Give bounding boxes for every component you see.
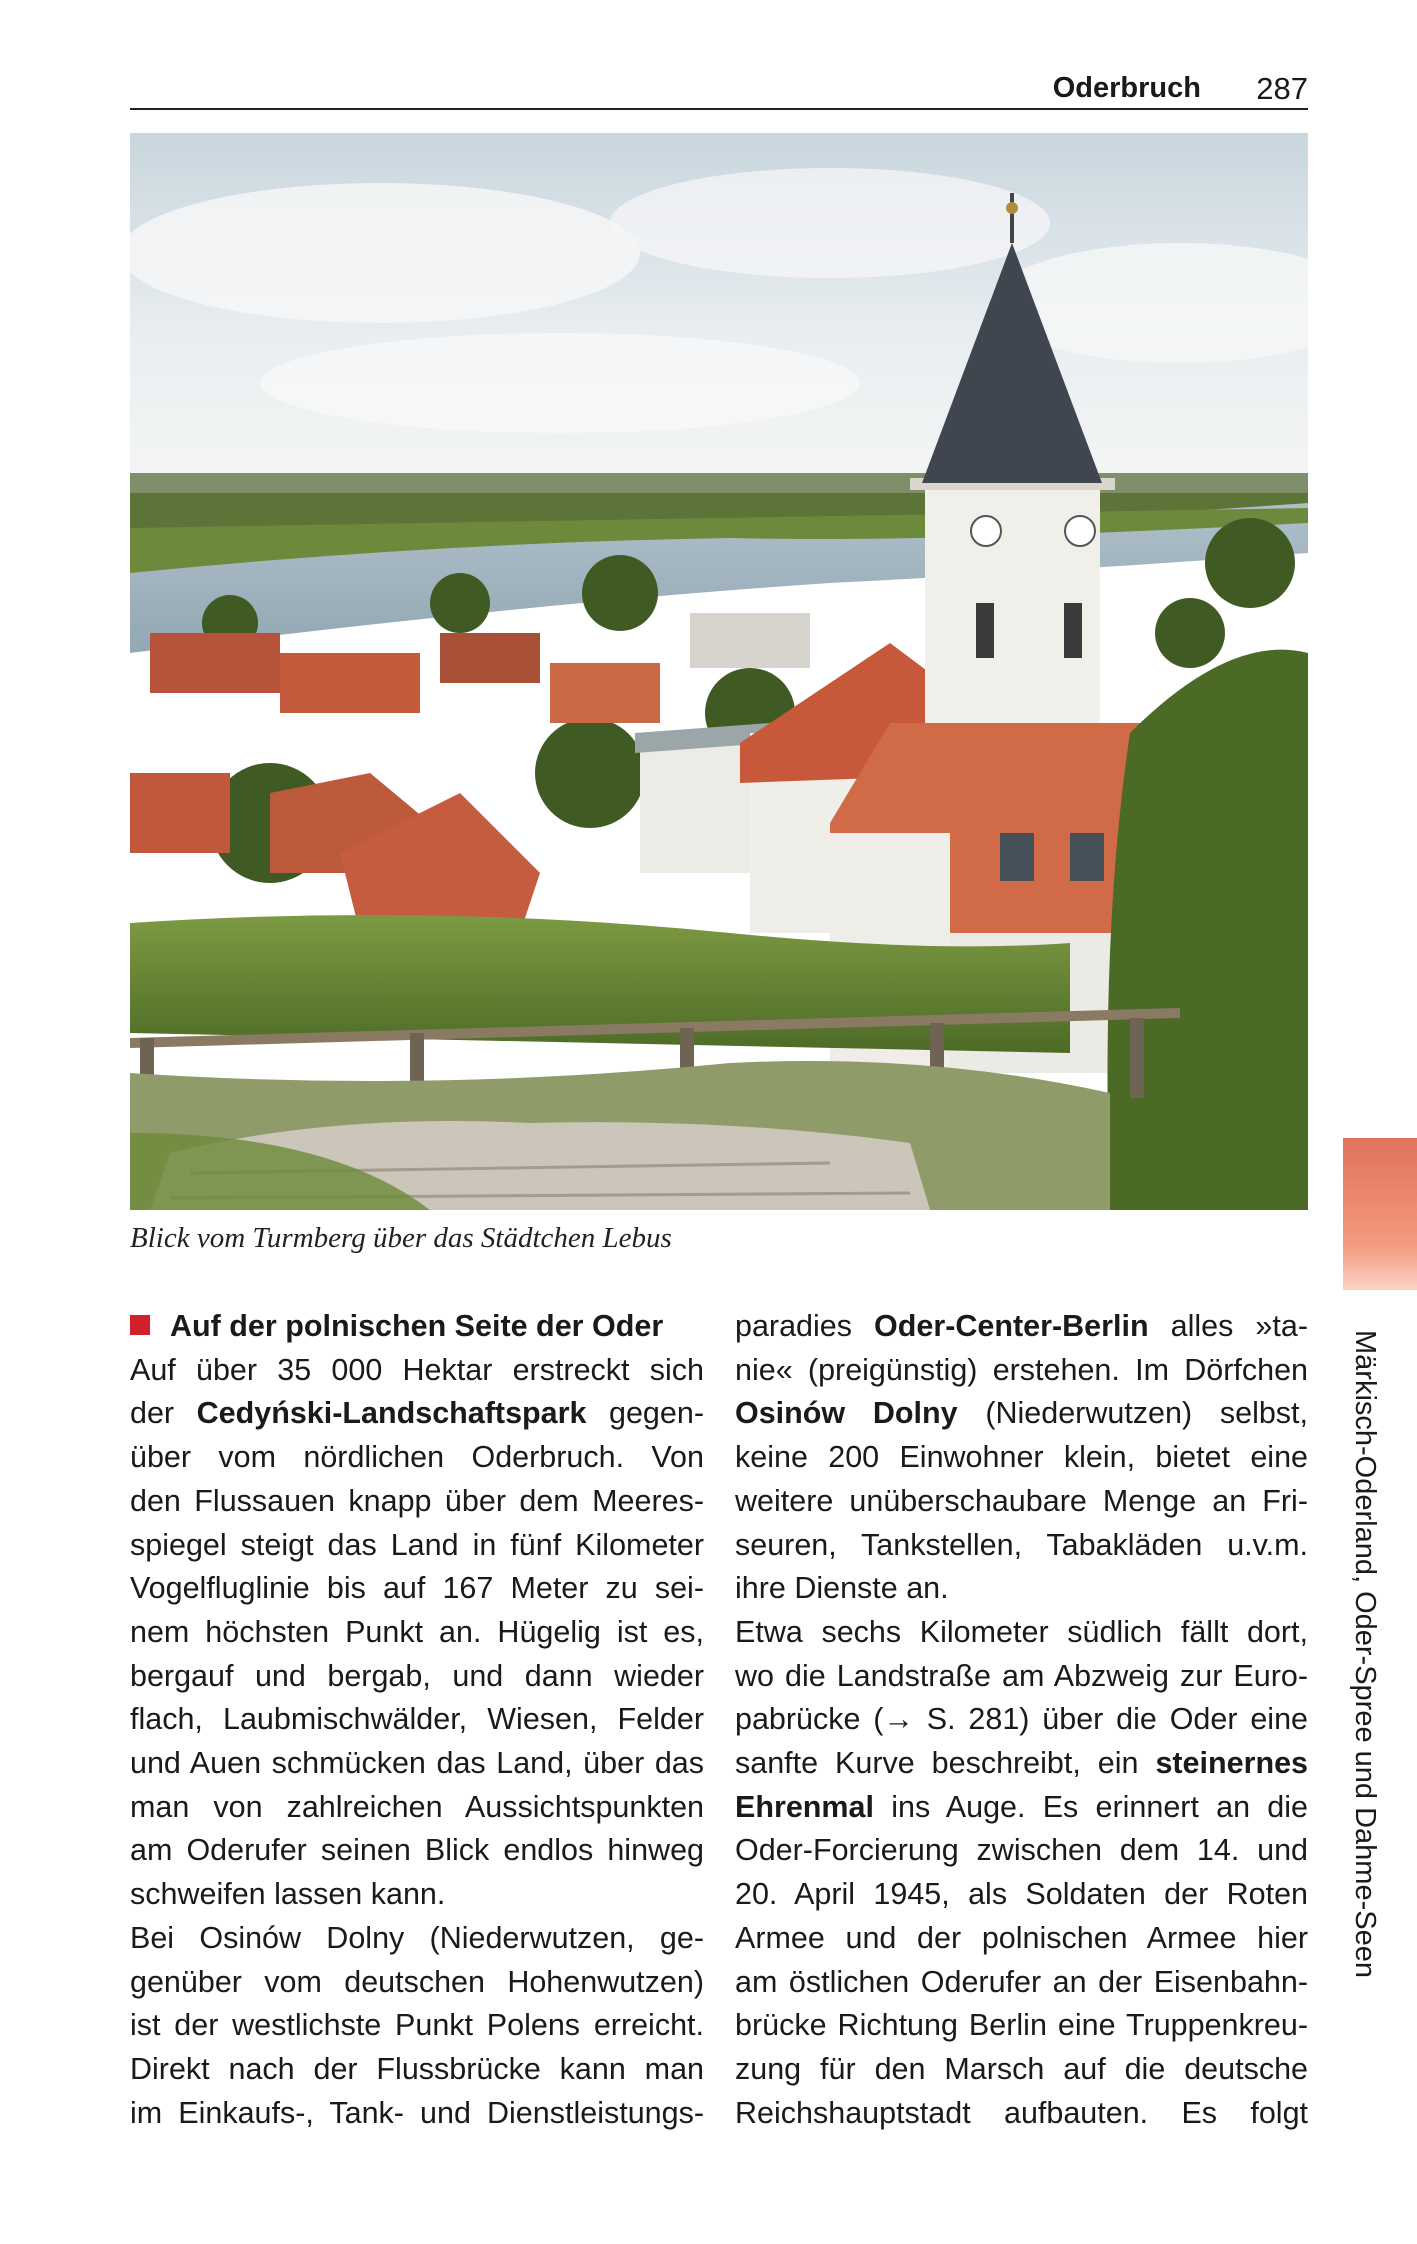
text-line: am Oderufer seinen Blick endlos hinweg bbox=[130, 1833, 704, 1868]
figure-caption: Blick vom Turmberg über das Städtchen Lebus bbox=[130, 1222, 672, 1254]
text-line: genüber vom deutschen Hohenwutzen) bbox=[130, 1964, 704, 1999]
text-line: pabrücke (→ S. 281) über die Oder eine bbox=[735, 1702, 1308, 1737]
text-line: nie« (preigünstig) erstehen. Im Dörfchen bbox=[735, 1352, 1308, 1387]
place-name: Cedyński-Landschaftspark bbox=[196, 1396, 587, 1431]
text-line: nem höchsten Punkt an. Hügelig ist es, bbox=[130, 1614, 704, 1649]
text-line: den Flussauen knapp über dem Meeres- bbox=[130, 1483, 704, 1518]
text-line: seuren, Tankstellen, Tabakläden u.v.m. bbox=[735, 1527, 1308, 1562]
text-line: und Auen schmücken das Land, über das bbox=[130, 1746, 704, 1781]
text-line: am östlichen Oderufer an der Eisenbahn- bbox=[735, 1964, 1308, 1999]
page-number: 287 bbox=[1256, 71, 1308, 106]
text-line: man von zahlreichen Aussichtspunkten bbox=[130, 1789, 704, 1824]
text-line: bergauf und bergab, und dann wieder bbox=[130, 1658, 704, 1693]
text-line: ihre Dienste an. bbox=[735, 1571, 949, 1606]
photo-lebus-church bbox=[130, 133, 1308, 1210]
left-column bbox=[130, 1305, 704, 2135]
section-title: Oderbruch bbox=[1052, 72, 1201, 104]
text-line: weitere unüberschaubare Menge an Fri- bbox=[735, 1483, 1308, 1518]
text-line: Auf über 35 000 Hektar erstreckt sich bbox=[130, 1352, 704, 1387]
text-line: Osinów Dolny (Niederwutzen) selbst, bbox=[735, 1396, 1308, 1431]
text-line: 20. April 1945, als Soldaten der Roten bbox=[735, 1877, 1308, 1912]
text-line: Vogelfluglinie bis auf 167 Meter zu sei- bbox=[130, 1571, 704, 1606]
text-line: brücke Richtung Berlin eine Truppenkreu- bbox=[735, 2008, 1308, 2043]
place-name: Oder-Center-Berlin bbox=[874, 1309, 1149, 1343]
text-line: wo die Landstraße am Abzweig zur Euro- bbox=[735, 1658, 1308, 1693]
text-line: Ehrenmal ins Auge. Es erinnert an die bbox=[735, 1789, 1308, 1824]
text-line: Direkt nach der Flussbrücke kann man bbox=[130, 2051, 704, 2086]
text-line: flach, Laubmischwälder, Wiesen, Felder bbox=[130, 1702, 704, 1737]
text-line: zung für den Marsch auf die deutsche bbox=[735, 2051, 1308, 2086]
place-name: Ehrenmal bbox=[735, 1789, 874, 1824]
text-line: spiegel steigt das Land in fünf Kilometer bbox=[130, 1527, 704, 1562]
place-name: steinernes bbox=[1155, 1746, 1309, 1781]
right-column bbox=[735, 1305, 1308, 2135]
text-line: Armee und der polnischen Armee hier bbox=[735, 1920, 1308, 1955]
text-line: keine 200 Einwohner klein, bietet eine bbox=[735, 1440, 1308, 1475]
text-line: Etwa sechs Kilometer südlich fällt dort, bbox=[735, 1614, 1308, 1649]
text-line: Oder-Forcierung zwischen dem 14. und bbox=[735, 1833, 1308, 1868]
text-line: schweifen lassen kann. bbox=[130, 1877, 446, 1912]
side-thumb-tab bbox=[1343, 1138, 1417, 1290]
side-region-label: Märkisch-Oderland, Oder-Spree und Dahme-Seen bbox=[1349, 1330, 1381, 1978]
header-rule bbox=[130, 108, 1308, 110]
place-name: Osinów Dolny bbox=[735, 1396, 958, 1431]
text-line: der Cedyński-Landschaftspark gegen- bbox=[130, 1396, 704, 1431]
text-line: im Einkaufs-, Tank- und Dienstleistungs- bbox=[130, 2095, 704, 2130]
text-line: über vom nördlichen Oderbruch. Von bbox=[130, 1440, 704, 1475]
red-square-bullet-icon bbox=[130, 1315, 150, 1335]
text-line: ist der westlichste Punkt Polens erreicht. bbox=[130, 2008, 704, 2043]
text-line: Reichshauptstadt aufbauten. Es folgt bbox=[735, 2095, 1308, 2130]
text-line: sanfte Kurve beschreibt, ein steinernes bbox=[735, 1746, 1309, 1781]
text-line: Bei Osinów Dolny (Niederwutzen, ge- bbox=[130, 1920, 704, 1955]
text-line: paradies Oder-Center-Berlin alles »ta- bbox=[735, 1309, 1308, 1343]
section-heading: Auf der polnischen Seite der Oder bbox=[130, 1305, 704, 1349]
running-header bbox=[130, 60, 1308, 110]
